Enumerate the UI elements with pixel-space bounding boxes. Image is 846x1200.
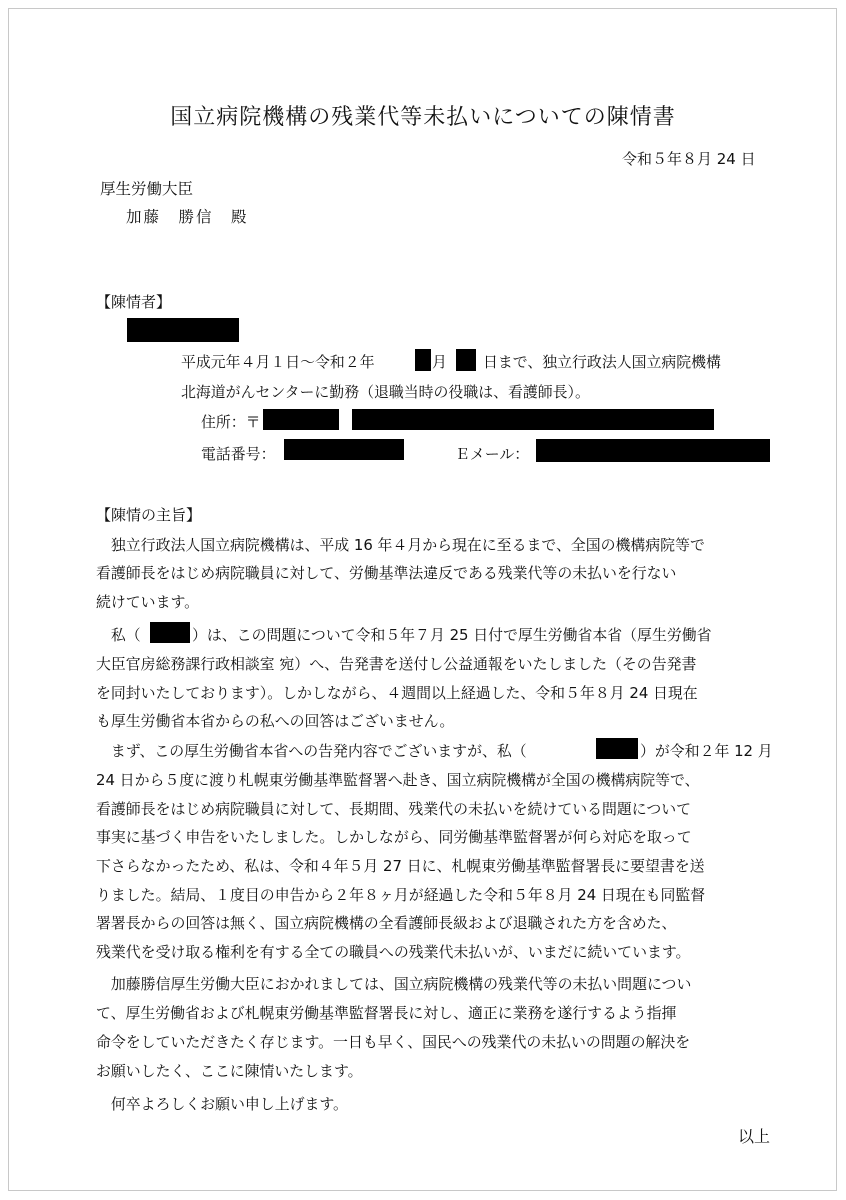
body-line-19: お願いしたく、ここに陳情いたします。 bbox=[96, 1062, 363, 1080]
body-line-17: て、厚生労働省および札幌東労働基準監督署長に対し、適正に業務を遂行するよう指揮 bbox=[96, 1004, 677, 1022]
body-line-1: 独立行政法人国立病院機構は、平成 16 年４月から現在に至るまで、全国の機構病院等で bbox=[96, 536, 705, 554]
body-line-4-start: 私（ bbox=[96, 626, 141, 644]
body-line-14: 署署長からの回答は無く、国立病院機構の全看護師長級および退職された方を含めた、 bbox=[96, 914, 677, 932]
document-title: 国立病院機構の残業代等未払いについての陳情書 bbox=[170, 105, 676, 130]
body-line-8-start: まず、この厚生労働省本省への告発内容でございますが、私（ bbox=[96, 742, 527, 760]
body-line-10: 看護師長をはじめ病院職員に対して、長期間、残業代の未払いを続けている問題について bbox=[96, 800, 692, 818]
redacted-name bbox=[127, 318, 239, 342]
employment-period-part3: 日まで、独立行政法人国立病院機構 bbox=[483, 353, 721, 371]
redacted-day bbox=[456, 349, 476, 371]
redacted-name-inline-2 bbox=[596, 738, 638, 759]
closing-text: 以上 bbox=[738, 1127, 771, 1146]
employment-period-part2: 月 bbox=[432, 353, 447, 371]
redacted-month bbox=[415, 349, 431, 371]
body-line-9: 24 日から５度に渡り札幌東労働基準監督署へ赴き、国立病院機構が全国の機構病院等で、 bbox=[96, 771, 700, 789]
recipient-name: 加藤 勝信 殿 bbox=[126, 208, 249, 226]
purpose-heading: 【陳情の主旨】 bbox=[96, 506, 202, 524]
body-line-2: 看護師長をはじめ病院職員に対して、労働基準法違反である残業代等の未払いを行ない bbox=[96, 564, 677, 582]
body-line-6: を同封いたしております）。しかしながら、４週間以上経過した、令和５年８月 24 日現在 bbox=[96, 684, 698, 702]
body-line-13: りました。結局、１度目の申告から２年８ヶ月が経過した令和５年８月 24 日現在も同監督 bbox=[96, 886, 706, 904]
body-line-3: 続けています。 bbox=[96, 593, 200, 611]
body-line-8-rest: ）が令和２年 12 月 bbox=[640, 742, 773, 760]
recipient-title: 厚生労働大臣 bbox=[100, 180, 194, 198]
body-line-12: 下さらなかったため、私は、令和４年５月 27 日に、札幌東労働基準監督署長に要望書を送 bbox=[96, 857, 705, 875]
body-line-20: 何卒よろしくお願い申し上げます。 bbox=[96, 1095, 348, 1113]
petitioner-heading: 【陳情者】 bbox=[96, 293, 172, 311]
address-label: 住所：〒 bbox=[201, 413, 261, 431]
redacted-address bbox=[352, 409, 714, 430]
body-line-7: も厚生労働省本省からの私への回答はございません。 bbox=[96, 712, 455, 730]
body-line-4-rest: ）は、この問題について令和５年７月 25 日付で厚生労働省本省（厚生労働省 bbox=[192, 626, 712, 644]
body-line-18: 命令をしていただきたく存じます。一日も早く、国民への残業代の未払いの問題の解決を bbox=[96, 1033, 691, 1051]
body-line-15: 残業代を受け取る権利を有する全ての職員への残業代未払いが、いまだに続いています。 bbox=[96, 943, 691, 961]
employment-period-part1: 平成元年４月１日～令和２年 bbox=[181, 353, 375, 371]
redacted-postal-code bbox=[263, 409, 339, 430]
redacted-email bbox=[536, 439, 770, 462]
body-line-16: 加藤勝信厚生労働大臣におかれましては、国立病院機構の残業代等の未払い問題につい bbox=[96, 975, 692, 993]
workplace-text: 北海道がんセンターに勤務（退職当時の役職は、看護師長）。 bbox=[181, 383, 590, 401]
body-line-11: 事実に基づく申告をいたしました。しかしながら、同労働基準監督署が何ら対応を取って bbox=[96, 828, 692, 846]
email-label: Ｅメール： bbox=[455, 445, 530, 463]
body-line-5: 大臣官房総務課行政相談室 宛）へ、告発書を送付し公益通報をいたしました（その告発書 bbox=[96, 655, 697, 673]
document-date: 令和５年８月 24 日 bbox=[622, 150, 756, 168]
redacted-name-inline bbox=[150, 622, 190, 643]
phone-label: 電話番号： bbox=[201, 445, 276, 463]
redacted-phone bbox=[284, 439, 404, 460]
